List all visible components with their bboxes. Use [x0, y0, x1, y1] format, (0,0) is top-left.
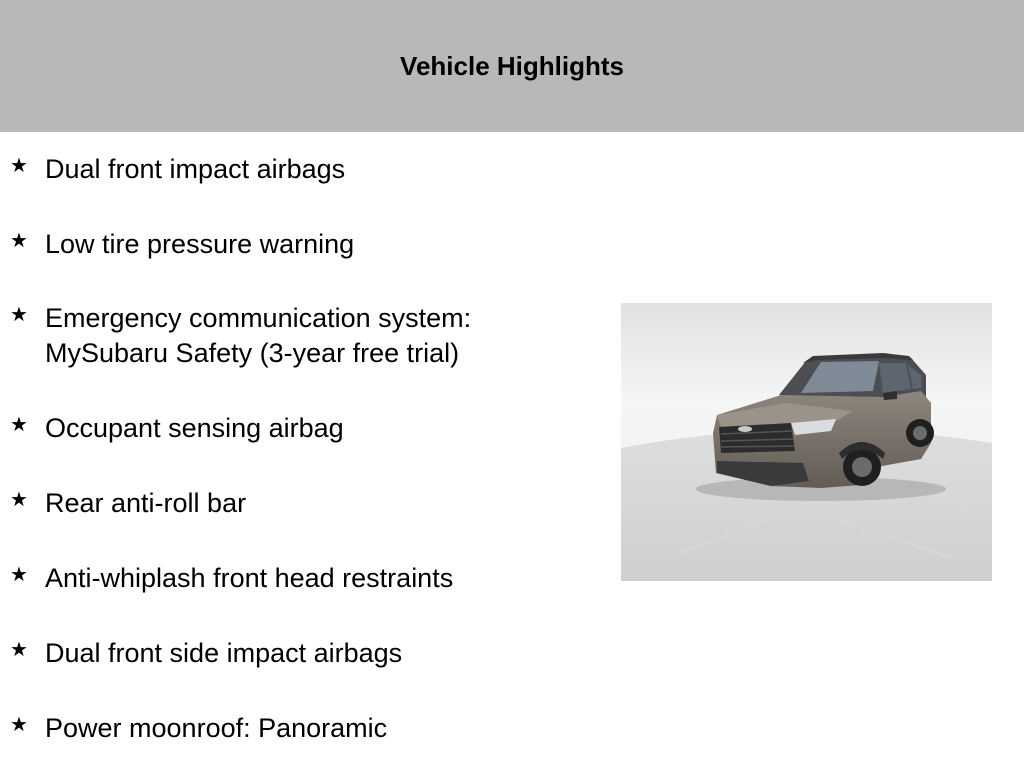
feature-text	[45, 711, 585, 746]
star-icon: ★	[10, 155, 28, 177]
star-icon: ★	[10, 414, 28, 436]
brand-emblem	[738, 426, 752, 432]
feature-line: Emergency communication system:	[45, 303, 472, 333]
rear-rim	[913, 426, 927, 440]
feature-text	[45, 636, 585, 671]
suv-illustration	[621, 303, 992, 581]
feature-text	[45, 227, 585, 262]
feature-line: Occupant sensing airbag	[45, 413, 344, 443]
page-title: Vehicle Highlights	[400, 51, 624, 81]
front-grille	[719, 423, 795, 453]
star-icon: ★	[10, 714, 28, 736]
feature-text	[45, 301, 585, 371]
star-icon: ★	[10, 230, 28, 252]
feature-text	[45, 411, 585, 446]
side-window	[879, 363, 911, 393]
star-icon: ★	[10, 564, 28, 586]
vehicle-photo	[621, 303, 992, 581]
feature-line: Dual front side impact airbags	[45, 638, 403, 668]
feature-text	[45, 486, 585, 521]
star-icon: ★	[10, 489, 28, 511]
feature-text	[45, 152, 585, 187]
feature-text	[45, 561, 585, 596]
feature-line: Anti-whiplash front head restraints	[45, 563, 454, 593]
star-icon: ★	[10, 304, 28, 326]
feature-line: MySubaru Safety (3-year free trial)	[45, 338, 460, 368]
feature-line: Rear anti-roll bar	[45, 488, 247, 518]
front-rim	[852, 457, 872, 477]
star-icon: ★	[10, 639, 28, 661]
feature-line: Low tire pressure warning	[45, 229, 355, 259]
feature-line: Dual front impact airbags	[45, 154, 346, 184]
feature-line: Power moonroof: Panoramic	[45, 713, 388, 743]
